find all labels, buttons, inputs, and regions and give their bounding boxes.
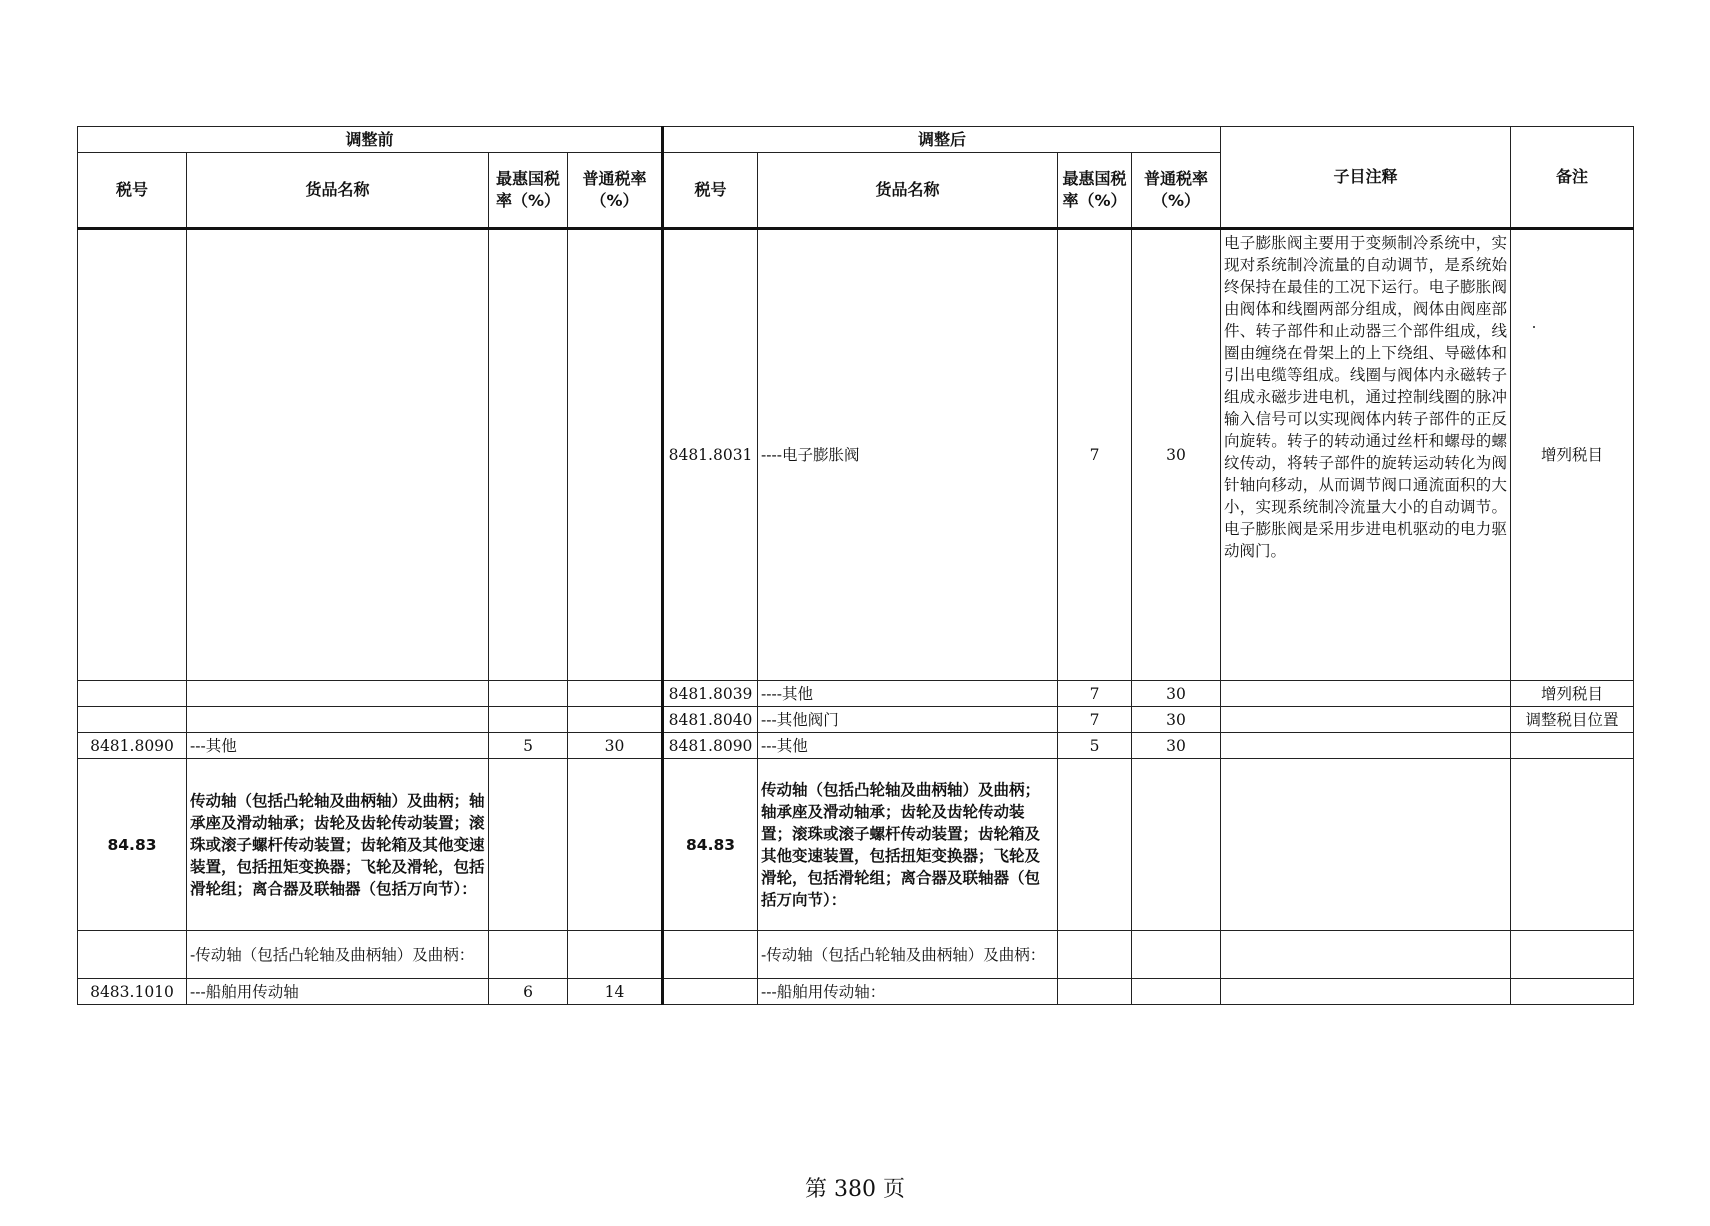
after-general-rate: 30 xyxy=(1132,229,1221,681)
sub-note-text xyxy=(1221,759,1511,931)
table-row xyxy=(78,759,1634,931)
after-goods-name: -传动轴（包括凸轮轴及曲柄轴）及曲柄： xyxy=(758,931,1058,979)
before-tax-code: 8481.8090 xyxy=(78,733,187,759)
header-sub-note: 子目注释 xyxy=(1221,127,1511,229)
after-mfn-rate xyxy=(1058,979,1132,1005)
before-general-rate xyxy=(568,681,663,707)
header-after-general-rate: 普通税率（%） xyxy=(1132,153,1221,229)
table-row xyxy=(78,931,1634,979)
tariff-adjustment-table xyxy=(77,126,1634,1005)
sub-note-text xyxy=(1221,979,1511,1005)
after-general-rate: 30 xyxy=(1132,681,1221,707)
after-tax-code: 8481.8039 xyxy=(663,681,758,707)
before-general-rate: 30 xyxy=(568,733,663,759)
before-goods-name: -传动轴（包括凸轮轴及曲柄轴）及曲柄： xyxy=(187,931,489,979)
header-remark: 备注 xyxy=(1511,127,1634,229)
remark-text: 增列税目 xyxy=(1511,681,1634,707)
before-tax-code xyxy=(78,229,187,681)
after-general-rate xyxy=(1132,979,1221,1005)
header-after-group: 调整后 xyxy=(663,127,1221,153)
sub-note-text xyxy=(1221,931,1511,979)
after-tax-code: 8481.8040 xyxy=(663,707,758,733)
after-mfn-rate: 7 xyxy=(1058,681,1132,707)
before-goods-name xyxy=(187,229,489,681)
after-tax-code: 8481.8031 xyxy=(663,229,758,681)
after-mfn-rate: 5 xyxy=(1058,733,1132,759)
before-goods-name: 传动轴（包括凸轮轴及曲柄轴）及曲柄；轴承座及滑动轴承；齿轮及齿轮传动装置；滚珠或滚子螺杆传动装置；齿轮箱及其他变速装置，包括扭矩变换器；飞轮及滑轮，包括滑轮组；离合器及联轴器（包括万向节）： xyxy=(187,759,489,931)
remark-text xyxy=(1511,733,1634,759)
header-before-mfn-rate: 最惠国税率（%） xyxy=(489,153,568,229)
after-tax-code xyxy=(663,931,758,979)
before-mfn-rate xyxy=(489,229,568,681)
before-mfn-rate: 6 xyxy=(489,979,568,1005)
after-general-rate xyxy=(1132,759,1221,931)
after-goods-name: ---其他阀门 xyxy=(758,707,1058,733)
page-number: 第 380 页 xyxy=(805,1177,905,1202)
before-goods-name xyxy=(187,681,489,707)
after-tax-code: 8481.8090 xyxy=(663,733,758,759)
after-mfn-rate xyxy=(1058,759,1132,931)
before-general-rate xyxy=(568,931,663,979)
after-mfn-rate: 7 xyxy=(1058,707,1132,733)
after-general-rate: 30 xyxy=(1132,707,1221,733)
header-after-goods-name: 货品名称 xyxy=(758,153,1058,229)
after-general-rate: 30 xyxy=(1132,733,1221,759)
header-after-mfn-rate: 最惠国税率（%） xyxy=(1058,153,1132,229)
sub-note-text: 电子膨胀阀主要用于变频制冷系统中，实现对系统制冷流量的自动调节，是系统始终保持在最佳的工况下运行。电子膨胀阀由阀体和线圈两部分组成，阀体由阀座部件、转子部件和止动器三个部件组成，线圈由缠绕在骨架上的上下绕组、导磁体和引出电缆等组成。线圈与阀体内永磁转子组成永磁步进电机，通过控制线圈的脉冲输入信号可以实现阀体内转子部件的正反向旋转。转子的转动通过丝杆和螺母的螺纹传动，将转子部件的旋转运动转化为阀针轴向移动，从而调节阀口通流面积的大小，实现系统制冷流量大小的自动调节。电子膨胀阀是采用步进电机驱动的电力驱动阀门。 xyxy=(1221,229,1511,681)
remark-text: 增列税目 xyxy=(1511,229,1634,681)
before-goods-name: ---船舶用传动轴 xyxy=(187,979,489,1005)
before-goods-name: ---其他 xyxy=(187,733,489,759)
before-tax-code: 84.83 xyxy=(78,759,187,931)
after-goods-name: ---船舶用传动轴： xyxy=(758,979,1058,1005)
before-mfn-rate xyxy=(489,681,568,707)
header-after-tax-code: 税号 xyxy=(663,153,758,229)
table-row xyxy=(78,681,1634,707)
header-before-general-rate: 普通税率（%） xyxy=(568,153,663,229)
before-mfn-rate xyxy=(489,931,568,979)
after-mfn-rate xyxy=(1058,931,1132,979)
sub-note-text xyxy=(1221,707,1511,733)
before-general-rate xyxy=(568,229,663,681)
after-mfn-rate: 7 xyxy=(1058,229,1132,681)
before-tax-code xyxy=(78,931,187,979)
before-general-rate xyxy=(568,707,663,733)
before-mfn-rate xyxy=(489,759,568,931)
header-before-tax-code: 税号 xyxy=(78,153,187,229)
sub-note-text xyxy=(1221,681,1511,707)
before-goods-name xyxy=(187,707,489,733)
after-general-rate xyxy=(1132,931,1221,979)
header-before-goods-name: 货品名称 xyxy=(187,153,489,229)
header-before-group: 调整前 xyxy=(78,127,663,153)
before-tax-code xyxy=(78,681,187,707)
remark-text: 调整税目位置 xyxy=(1511,707,1634,733)
before-general-rate: 14 xyxy=(568,979,663,1005)
before-mfn-rate: 5 xyxy=(489,733,568,759)
before-general-rate xyxy=(568,759,663,931)
after-goods-name: 传动轴（包括凸轮轴及曲柄轴）及曲柄；轴承座及滑动轴承；齿轮及齿轮传动装置；滚珠或滚子螺杆传动装置；齿轮箱及其他变速装置，包括扭矩变换器；飞轮及滑轮，包括滑轮组；离合器及联轴器（包括万向节）： xyxy=(758,759,1058,931)
after-goods-name: ----其他 xyxy=(758,681,1058,707)
before-mfn-rate xyxy=(489,707,568,733)
after-goods-name: ---其他 xyxy=(758,733,1058,759)
table-row xyxy=(78,707,1634,733)
remark-text xyxy=(1511,979,1634,1005)
after-tax-code xyxy=(663,979,758,1005)
table-row xyxy=(78,229,1634,681)
table-row xyxy=(78,979,1634,1005)
after-tax-code: 84.83 xyxy=(663,759,758,931)
sub-note-text xyxy=(1221,733,1511,759)
remark-text xyxy=(1511,759,1634,931)
before-tax-code xyxy=(78,707,187,733)
before-tax-code: 8483.1010 xyxy=(78,979,187,1005)
scan-speck xyxy=(1533,326,1535,328)
after-goods-name: ----电子膨胀阀 xyxy=(758,229,1058,681)
table-row xyxy=(78,733,1634,759)
remark-text xyxy=(1511,931,1634,979)
